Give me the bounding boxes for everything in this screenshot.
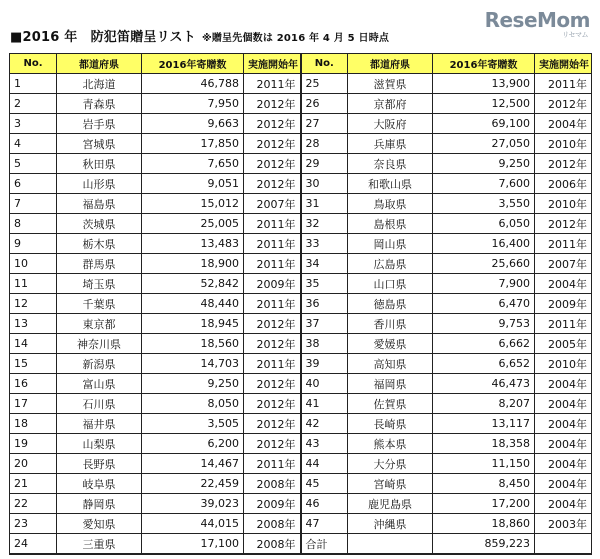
donation-count: 17,850 (142, 134, 244, 154)
table-row (10, 454, 592, 474)
start-year: 2011年 (244, 354, 301, 374)
row-number: 7 (10, 194, 57, 214)
prefecture-name: 鹿児島県 (348, 494, 433, 514)
row-number: 20 (10, 454, 57, 474)
row-number: 27 (301, 114, 348, 134)
title-note: ※贈呈先個数は 2016 年 4 月 5 日時点 (201, 33, 390, 44)
donation-count: 8,050 (142, 394, 244, 414)
table-row (10, 334, 592, 354)
start-year: 2012年 (244, 434, 301, 454)
row-number: 36 (301, 294, 348, 314)
donation-count: 22,459 (142, 474, 244, 494)
start-year: 2008年 (244, 474, 301, 494)
table-row (10, 514, 592, 534)
start-year: 2004年 (535, 394, 592, 414)
row-number: 44 (301, 454, 348, 474)
start-year: 2012年 (244, 334, 301, 354)
header-start-year: 実施開始年 (535, 54, 592, 74)
whistle-donation-table (9, 53, 592, 555)
prefecture-name: 大阪府 (348, 114, 433, 134)
donation-count: 6,470 (433, 294, 535, 314)
start-year: 2012年 (244, 154, 301, 174)
start-year: 2012年 (535, 214, 592, 234)
prefecture-name: 宮崎県 (348, 474, 433, 494)
donation-count: 6,652 (433, 354, 535, 374)
prefecture-name: 鳥取県 (348, 194, 433, 214)
prefecture-name (348, 534, 433, 555)
donation-count: 25,005 (142, 214, 244, 234)
table-row (10, 74, 592, 94)
prefecture-name: 奈良県 (348, 154, 433, 174)
prefecture-name: 高知県 (348, 354, 433, 374)
donation-count: 18,860 (433, 514, 535, 534)
prefecture-name: 福岡県 (348, 374, 433, 394)
start-year: 2006年 (535, 174, 592, 194)
row-number: 8 (10, 214, 57, 234)
row-number: 32 (301, 214, 348, 234)
header-row (10, 54, 592, 74)
start-year: 2004年 (535, 454, 592, 474)
header-donations: 2016年寄贈数 (142, 54, 244, 74)
donation-count: 27,050 (433, 134, 535, 154)
donation-count: 9,051 (142, 174, 244, 194)
header-donations: 2016年寄贈数 (433, 54, 535, 74)
start-year: 2011年 (244, 454, 301, 474)
title-text: ■2016 年 防犯笛贈呈リスト (10, 30, 196, 45)
row-number: 9 (10, 234, 57, 254)
donation-count: 18,945 (142, 314, 244, 334)
table-row (10, 434, 592, 454)
table-row (10, 254, 592, 274)
start-year: 2012年 (244, 394, 301, 414)
start-year: 2010年 (535, 194, 592, 214)
prefecture-name: 愛媛県 (348, 334, 433, 354)
donation-count: 6,662 (433, 334, 535, 354)
row-number: 24 (10, 534, 57, 555)
row-number: 3 (10, 114, 57, 134)
prefecture-name: 茨城県 (57, 214, 142, 234)
start-year: 2004年 (535, 474, 592, 494)
table-row (10, 134, 592, 154)
start-year: 2012年 (535, 154, 592, 174)
header-start-year: 実施開始年 (244, 54, 301, 74)
prefecture-name: 兵庫県 (348, 134, 433, 154)
donation-count: 46,788 (142, 74, 244, 94)
donation-count: 69,100 (433, 114, 535, 134)
donation-count: 7,650 (142, 154, 244, 174)
row-number: 39 (301, 354, 348, 374)
table-row (10, 234, 592, 254)
table-row (10, 154, 592, 174)
prefecture-name: 東京都 (57, 314, 142, 334)
row-number: 5 (10, 154, 57, 174)
prefecture-name: 福島県 (57, 194, 142, 214)
row-number: 45 (301, 474, 348, 494)
donation-count: 8,450 (433, 474, 535, 494)
prefecture-name: 岡山県 (348, 234, 433, 254)
prefecture-name: 和歌山県 (348, 174, 433, 194)
start-year: 2010年 (535, 134, 592, 154)
prefecture-name: 富山県 (57, 374, 142, 394)
donation-count: 9,663 (142, 114, 244, 134)
header-no: No. (10, 54, 57, 74)
donation-count: 3,505 (142, 414, 244, 434)
row-number: 34 (301, 254, 348, 274)
table-row (10, 114, 592, 134)
start-year: 2011年 (244, 234, 301, 254)
start-year: 2012年 (244, 94, 301, 114)
table-row (10, 314, 592, 334)
row-number: 43 (301, 434, 348, 454)
table-row (10, 374, 592, 394)
donation-count: 17,100 (142, 534, 244, 555)
donation-count: 17,200 (433, 494, 535, 514)
start-year: 2010年 (535, 354, 592, 374)
donation-count: 6,200 (142, 434, 244, 454)
start-year: 2011年 (244, 214, 301, 234)
row-number: 38 (301, 334, 348, 354)
start-year: 2004年 (535, 374, 592, 394)
row-number: 28 (301, 134, 348, 154)
prefecture-name: 徳島県 (348, 294, 433, 314)
row-number: 17 (10, 394, 57, 414)
prefecture-name: 熊本県 (348, 434, 433, 454)
donation-count: 39,023 (142, 494, 244, 514)
donation-count: 15,012 (142, 194, 244, 214)
prefecture-name: 沖縄県 (348, 514, 433, 534)
row-number: 31 (301, 194, 348, 214)
row-number: 11 (10, 274, 57, 294)
donation-count: 46,473 (433, 374, 535, 394)
prefecture-name: 北海道 (57, 74, 142, 94)
start-year: 2012年 (244, 314, 301, 334)
donation-count: 7,950 (142, 94, 244, 114)
row-number: 40 (301, 374, 348, 394)
start-year: 2012年 (244, 374, 301, 394)
start-year: 2008年 (244, 534, 301, 555)
donation-count: 859,223 (433, 534, 535, 555)
start-year: 2011年 (535, 314, 592, 334)
prefecture-name: 島根県 (348, 214, 433, 234)
donation-count: 11,150 (433, 454, 535, 474)
table-row (10, 94, 592, 114)
start-year: 2004年 (535, 114, 592, 134)
prefecture-name: 広島県 (348, 254, 433, 274)
prefecture-name: 長崎県 (348, 414, 433, 434)
table-row (10, 414, 592, 434)
prefecture-name: 石川県 (57, 394, 142, 414)
prefecture-name: 大分県 (348, 454, 433, 474)
start-year: 2011年 (244, 254, 301, 274)
start-year: 2007年 (535, 254, 592, 274)
row-number: 10 (10, 254, 57, 274)
donation-count: 52,842 (142, 274, 244, 294)
prefecture-name: 岐阜県 (57, 474, 142, 494)
prefecture-name: 宮城県 (57, 134, 142, 154)
donation-count: 12,500 (433, 94, 535, 114)
start-year: 2011年 (244, 74, 301, 94)
row-number: 12 (10, 294, 57, 314)
start-year: 2009年 (244, 274, 301, 294)
start-year: 2008年 (244, 514, 301, 534)
prefecture-name: 群馬県 (57, 254, 142, 274)
page-title (10, 26, 389, 45)
row-number: 30 (301, 174, 348, 194)
row-number: 29 (301, 154, 348, 174)
donation-count: 3,550 (433, 194, 535, 214)
donation-count: 18,358 (433, 434, 535, 454)
prefecture-name: 愛知県 (57, 514, 142, 534)
donation-count: 13,117 (433, 414, 535, 434)
start-year: 2012年 (244, 114, 301, 134)
donation-count: 18,900 (142, 254, 244, 274)
row-number: 23 (10, 514, 57, 534)
start-year: 2012年 (244, 414, 301, 434)
prefecture-name: 長野県 (57, 454, 142, 474)
row-number: 41 (301, 394, 348, 414)
start-year: 2003年 (535, 514, 592, 534)
start-year: 2004年 (535, 494, 592, 514)
donation-count: 6,050 (433, 214, 535, 234)
row-number: 47 (301, 514, 348, 534)
prefecture-name: 佐賀県 (348, 394, 433, 414)
row-number: 19 (10, 434, 57, 454)
donation-count: 44,015 (142, 514, 244, 534)
prefecture-name: 京都府 (348, 94, 433, 114)
row-number: 14 (10, 334, 57, 354)
start-year: 2009年 (535, 294, 592, 314)
row-number: 35 (301, 274, 348, 294)
row-number: 25 (301, 74, 348, 94)
donation-count: 7,600 (433, 174, 535, 194)
donation-count: 9,250 (142, 374, 244, 394)
prefecture-name: 栃木県 (57, 234, 142, 254)
row-number: 4 (10, 134, 57, 154)
table-row (10, 194, 592, 214)
table-row (10, 494, 592, 514)
start-year: 2009年 (244, 494, 301, 514)
prefecture-name: 千葉県 (57, 294, 142, 314)
row-number: 42 (301, 414, 348, 434)
donation-count: 9,753 (433, 314, 535, 334)
start-year: 2004年 (535, 274, 592, 294)
row-number: 46 (301, 494, 348, 514)
prefecture-name: 山口県 (348, 274, 433, 294)
table-row (10, 474, 592, 494)
row-number: 37 (301, 314, 348, 334)
prefecture-name: 山形県 (57, 174, 142, 194)
start-year (535, 534, 592, 555)
row-number: 6 (10, 174, 57, 194)
donation-count: 13,483 (142, 234, 244, 254)
prefecture-name: 福井県 (57, 414, 142, 434)
table-row (10, 534, 592, 555)
start-year: 2011年 (535, 234, 592, 254)
start-year: 2012年 (244, 174, 301, 194)
donation-count: 8,207 (433, 394, 535, 414)
row-number: 26 (301, 94, 348, 114)
donation-count: 25,660 (433, 254, 535, 274)
table-row (10, 354, 592, 374)
table-row (10, 274, 592, 294)
donation-count: 18,560 (142, 334, 244, 354)
row-number: 合計 (301, 534, 348, 555)
row-number: 2 (10, 94, 57, 114)
prefecture-name: 滋賀県 (348, 74, 433, 94)
row-number: 18 (10, 414, 57, 434)
prefecture-name: 山梨県 (57, 434, 142, 454)
table-row (10, 294, 592, 314)
start-year: 2012年 (244, 134, 301, 154)
donation-count: 9,250 (433, 154, 535, 174)
donation-count: 13,900 (433, 74, 535, 94)
start-year: 2011年 (244, 294, 301, 314)
start-year: 2004年 (535, 414, 592, 434)
row-number: 1 (10, 74, 57, 94)
start-year: 2004年 (535, 434, 592, 454)
donation-count: 16,400 (433, 234, 535, 254)
row-number: 16 (10, 374, 57, 394)
row-number: 13 (10, 314, 57, 334)
prefecture-name: 静岡県 (57, 494, 142, 514)
row-number: 33 (301, 234, 348, 254)
start-year: 2012年 (535, 94, 592, 114)
start-year: 2011年 (535, 74, 592, 94)
prefecture-name: 新潟県 (57, 354, 142, 374)
row-number: 22 (10, 494, 57, 514)
start-year: 2005年 (535, 334, 592, 354)
donation-count: 14,703 (142, 354, 244, 374)
table-row (10, 174, 592, 194)
resemom-logo (484, 8, 590, 39)
logo-text: ReseMom (484, 8, 590, 32)
row-number: 21 (10, 474, 57, 494)
prefecture-name: 埼玉県 (57, 274, 142, 294)
prefecture-name: 神奈川県 (57, 334, 142, 354)
prefecture-name: 岩手県 (57, 114, 142, 134)
prefecture-name: 青森県 (57, 94, 142, 114)
prefecture-name: 三重県 (57, 534, 142, 555)
table-row (10, 394, 592, 414)
donation-count: 7,900 (433, 274, 535, 294)
donation-count: 14,467 (142, 454, 244, 474)
row-number: 15 (10, 354, 57, 374)
header-prefecture: 都道府県 (348, 54, 433, 74)
prefecture-name: 香川県 (348, 314, 433, 334)
donation-count: 48,440 (142, 294, 244, 314)
logo-subtext: リセマム (562, 31, 588, 39)
header-no: No. (301, 54, 348, 74)
header-prefecture: 都道府県 (57, 54, 142, 74)
table-row (10, 214, 592, 234)
start-year: 2007年 (244, 194, 301, 214)
prefecture-name: 秋田県 (57, 154, 142, 174)
